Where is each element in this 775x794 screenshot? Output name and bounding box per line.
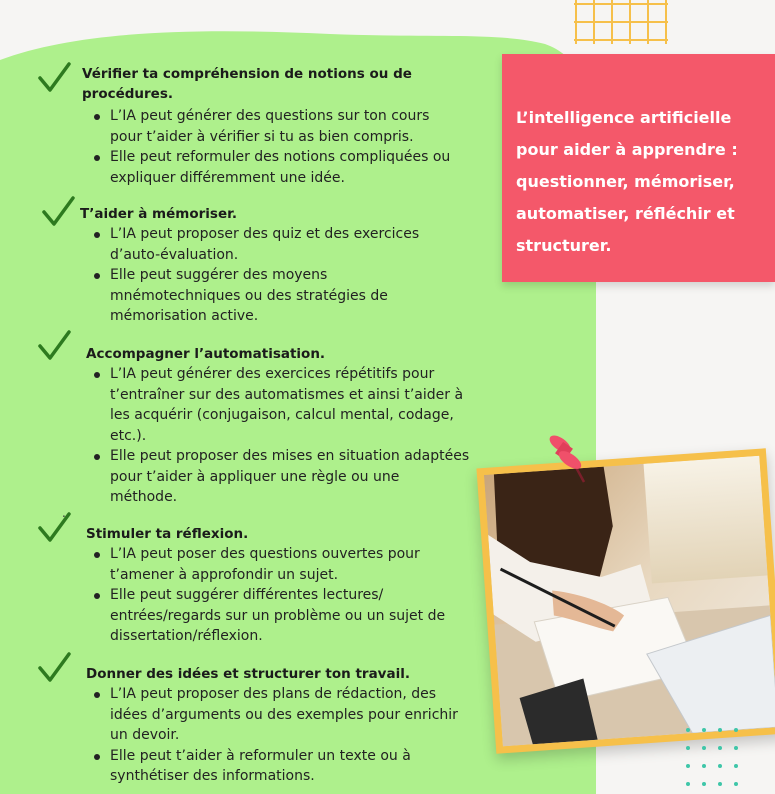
list-item: L’IA peut proposer des plans de rédaction, des idées d’arguments ou des exemples pour enrichir un devoir. (90, 684, 460, 746)
list-item: L’IA peut générer des exercices répétitifs pour t’entraîner sur des automatismes et ainsi t’aider à les acquérir (conjugaison, calcul mental, codage, etc.). (90, 364, 470, 446)
list-item: Elle peut suggérer des moyens mnémotechniques ou des stratégies de mémorisation active. (90, 265, 450, 327)
list-item: L’IA peut générer des questions sur ton cours pour t’aider à vérifier si tu as bien compris. (90, 106, 460, 147)
list-item: Elle peut suggérer différentes lectures/ entrées/regards sur un problème ou un sujet de dissertation/réflexion. (90, 585, 460, 647)
check-mark-icon (36, 62, 72, 96)
section-heading-reflection: Stimuler ta réflexion. (86, 526, 249, 542)
push-pin-icon (538, 430, 598, 490)
dots-decoration (682, 724, 752, 794)
list-item: Elle peut t’aider à reformuler un texte ou à synthétiser des informations. (90, 746, 460, 787)
section-heading-verify: Vérifier ta compréhension de notions ou de procédures. (82, 66, 412, 102)
title-callout (502, 54, 775, 282)
stray-dot: . (62, 506, 66, 520)
list-item: Elle peut reformuler des notions compliquées ou expliquer différemment une idée. (90, 147, 460, 188)
list-item: Elle peut proposer des mises en situation adaptées pour t’aider à appliquer une règle ou une méthode. (90, 446, 470, 508)
section-bullets-reflection (90, 544, 460, 647)
section-bullets-automation (90, 364, 470, 508)
section-bullets-verify (90, 106, 460, 188)
section-heading-structure: Donner des idées et structurer ton travail. (86, 666, 410, 682)
check-mark-icon (36, 652, 72, 686)
list-item: L’IA peut proposer des quiz et des exercices d’auto-évaluation. (90, 224, 450, 265)
list-item: L’IA peut poser des questions ouvertes pour t’amener à approfondir un sujet. (90, 544, 460, 585)
callout-title: L’intelligence artificielle pour aider à apprendre : questionner, mémoriser, automatiser, réfléchir et structurer. (516, 108, 738, 255)
check-mark-icon (36, 512, 72, 546)
grid-decoration (574, 0, 668, 44)
check-mark-icon (36, 330, 72, 364)
student-writing-photo (484, 456, 775, 747)
student-photo-frame (476, 448, 775, 754)
check-mark-icon (40, 196, 76, 230)
section-bullets-memorize (90, 224, 450, 327)
section-bullets-structure (90, 684, 460, 787)
section-heading-automation: Accompagner l’automatisation. (86, 346, 326, 362)
section-heading-memorize: T’aider à mémoriser. (80, 206, 237, 222)
